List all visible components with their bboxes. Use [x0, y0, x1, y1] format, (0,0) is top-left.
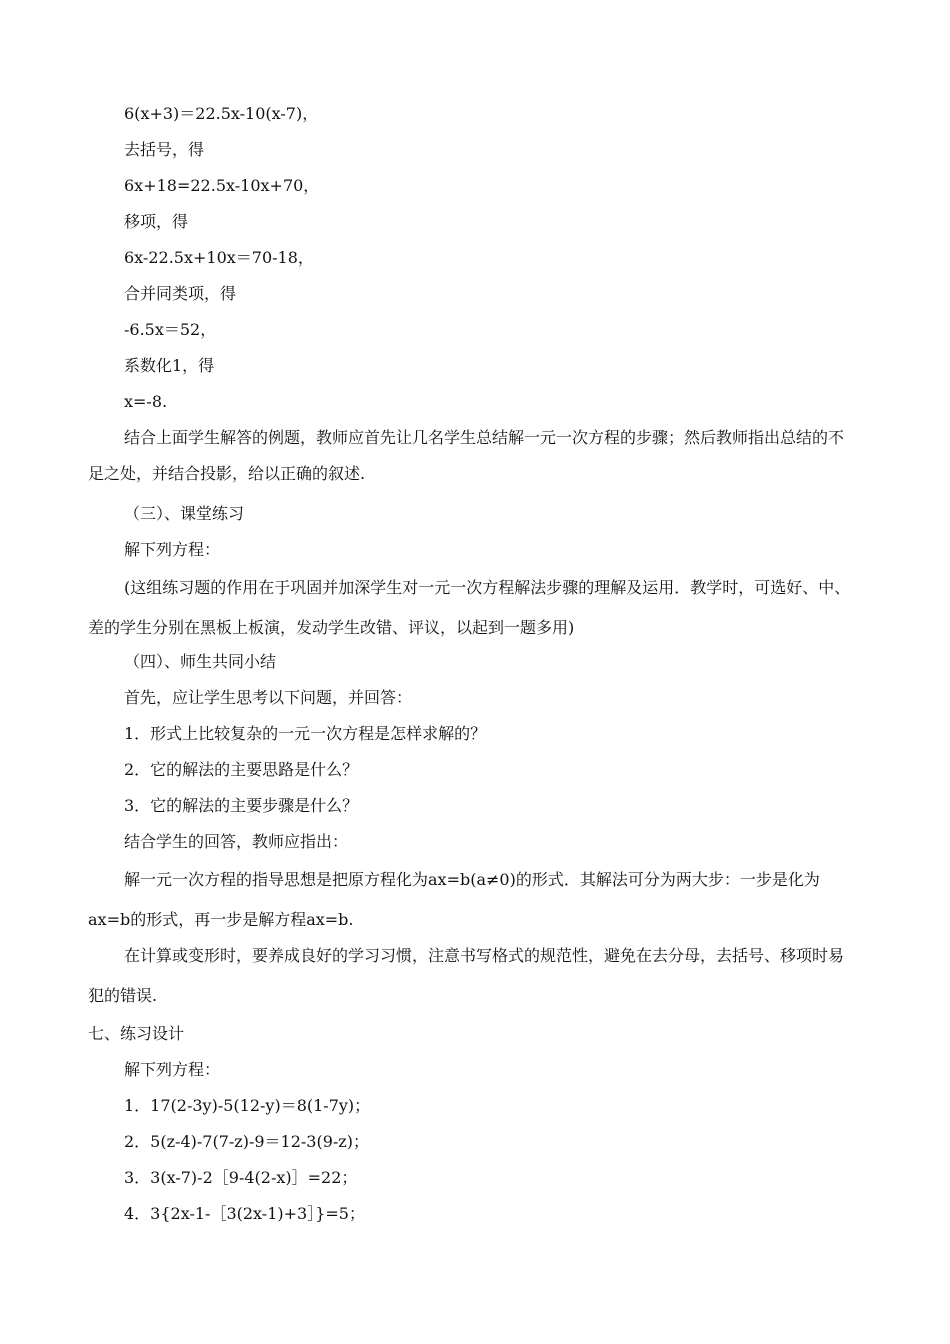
exercise-2: 2．5(z-4)-7(7-z)-9＝12-3(9-z)； — [124, 1132, 369, 1151]
summary-intro: 首先，应让学生思考以下问题，并回答： — [124, 688, 413, 707]
paragraph-summary-steps: 结合上面学生解答的例题，教师应首先让几名学生总结解一元一次方程的步骤；然后教师指出总结的不足之处，并结合投影，给以正确的叙述. — [88, 428, 845, 483]
exercise-4: 4．3{2x-1-［3(2x-1)+3］}=5； — [124, 1204, 365, 1223]
exercise-3: 3．3(x-7)-2［9-4(2-x)］=22； — [124, 1168, 358, 1187]
section-heading-exercise-design: 七、练习设计 — [88, 1024, 185, 1043]
equation-line-1: 6(x+3)＝22.5x-10(x-7)， — [124, 104, 319, 123]
section-heading-practice: （三）、课堂练习 — [124, 504, 245, 523]
equation-line-3: 6x-22.5x+10x＝70-18， — [124, 248, 314, 267]
exercise-1: 1．17(2-3y)-5(12-y)＝8(1-7y)； — [124, 1096, 371, 1115]
question-1: 1．形式上比较复杂的一元一次方程是怎样求解的？ — [124, 724, 487, 743]
step-coefficient-to-one: 系数化1，得 — [124, 356, 215, 375]
equation-line-2: 6x+18=22.5x-10x+70， — [124, 176, 320, 195]
section-heading-summary: （四）、师生共同小结 — [124, 652, 277, 671]
step-combine-like-terms: 合并同类项，得 — [124, 284, 237, 303]
teacher-points-intro: 结合学生的回答，教师应指出： — [124, 832, 349, 851]
equation-line-4: -6.5x＝52， — [124, 320, 217, 339]
equation-solution: x=-8. — [124, 392, 168, 411]
exercise-instruction: 解下列方程： — [124, 1060, 221, 1079]
question-2: 2．它的解法的主要思路是什么？ — [124, 760, 359, 779]
step-remove-brackets: 去括号，得 — [124, 140, 205, 159]
question-3: 3．它的解法的主要步骤是什么？ — [124, 796, 359, 815]
paragraph-practice-note: (这组练习题的作用在于巩固并加深学生对一元一次方程解法步骤的理解及运用．教学时，可选好、中、差的学生分别在黑板上板演，发动学生改错、评议，以起到一题多用) — [88, 578, 851, 637]
paragraph-habits: 在计算或变形时，要养成良好的学习习惯，注意书写格式的规范性，避免在去分母，去括号、移项时易犯的错误. — [88, 946, 845, 1005]
paragraph-guiding-idea: 解一元一次方程的指导思想是把原方程化为ax=b(a≠0)的形式．其解法可分为两大步：一步是化为ax=b的形式，再一步是解方程ax=b. — [88, 870, 820, 929]
instruction-solve: 解下列方程： — [124, 540, 221, 559]
step-transpose: 移项，得 — [124, 212, 189, 231]
